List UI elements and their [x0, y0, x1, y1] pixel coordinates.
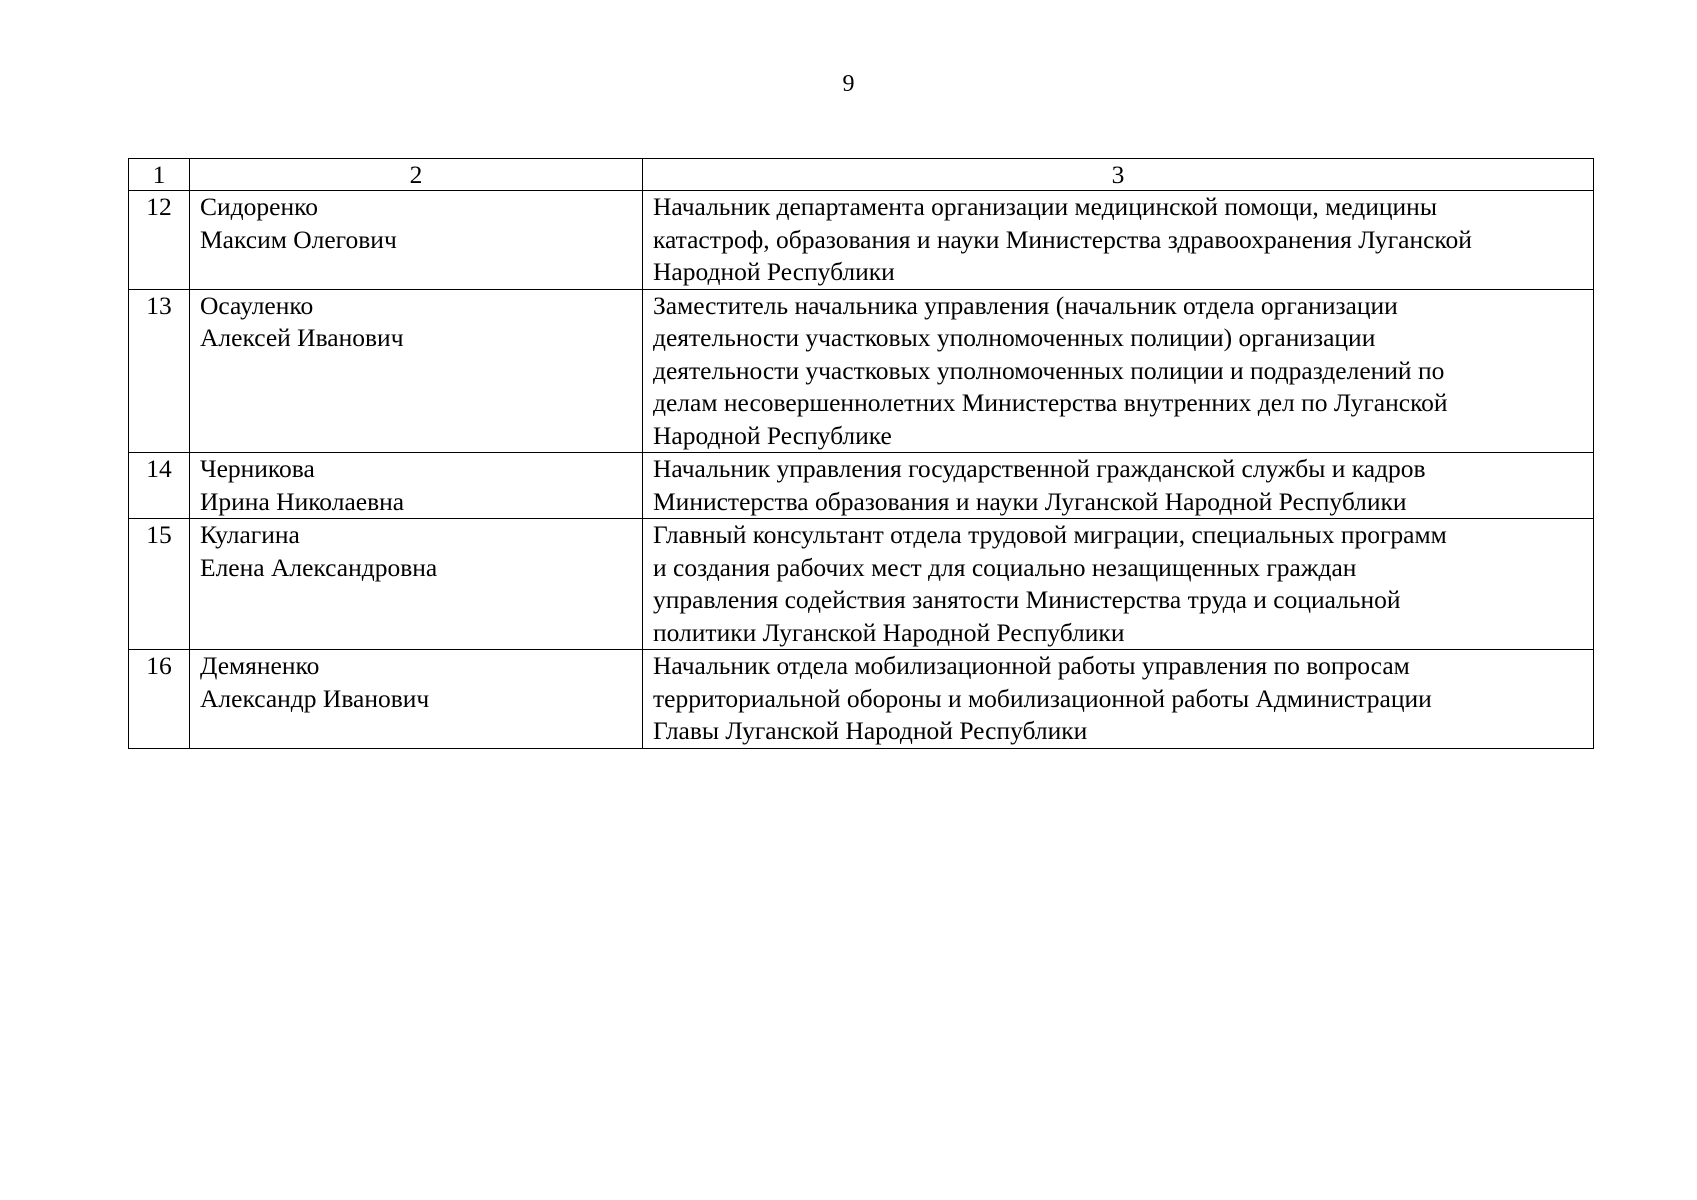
position-text-line: делам несовершеннолетних Министерства внутренних дел по Луганской — [653, 388, 1448, 417]
position-cell — [643, 289, 1594, 453]
person-surname: Кулагина — [200, 520, 300, 549]
position-text-line: политики Луганской Народной Республики — [653, 617, 1125, 647]
position-text-line: Начальник отдела мобилизационной работы управления по вопросам — [653, 651, 1410, 680]
position-cell — [643, 191, 1594, 290]
position-text-line: управления содействия занятости Министерства труда и социальной — [653, 585, 1401, 614]
row-number-cell: 15 — [129, 519, 190, 650]
appointments-table — [128, 158, 1594, 749]
position-text-line: катастроф, образования и науки Министерства здравоохранения Луганской — [653, 224, 1472, 254]
person-given-names: Ирина Николаевна — [200, 486, 405, 516]
person-surname: Осауленко — [200, 290, 314, 320]
position-text-line: Народной Республике — [653, 420, 892, 450]
table-body — [129, 159, 1594, 749]
table-row — [129, 191, 1594, 290]
page-number: 9 — [842, 71, 855, 97]
person-name-cell — [190, 191, 643, 290]
position-text-line: Начальник управления государственной гражданской службы и кадров — [653, 454, 1426, 483]
header-cell-position: 3 — [643, 159, 1594, 191]
person-given-names: Алексей Иванович — [200, 323, 404, 352]
row-number-cell: 13 — [129, 289, 190, 453]
row-number-cell: 12 — [129, 191, 190, 290]
row-number-cell: 16 — [129, 650, 190, 749]
person-surname: Демяненко — [200, 651, 320, 680]
table-row — [129, 289, 1594, 453]
position-text-line: Главный консультант отдела трудовой миграции, специальных программ — [653, 520, 1447, 549]
position-cell — [643, 650, 1594, 749]
person-name-cell — [190, 650, 643, 749]
table-row — [129, 453, 1594, 519]
position-cell — [643, 453, 1594, 519]
position-text-line: деятельности участковых уполномоченных полиции) организации — [653, 323, 1376, 352]
position-text-line: Народной Республики — [653, 257, 895, 286]
person-given-names: Максим Олегович — [200, 224, 397, 254]
person-given-names: Елена Александровна — [200, 552, 438, 582]
position-text-line: территориальной обороны и мобилизационной работы Администрации — [653, 683, 1432, 713]
position-text-line: деятельности участковых уполномоченных полиции и подразделений по — [653, 355, 1445, 385]
table-row — [129, 519, 1594, 650]
header-cell-name: 2 — [190, 159, 643, 191]
position-text-line: Заместитель начальника управления (начальник отдела организации — [653, 290, 1398, 320]
person-name-cell — [190, 453, 643, 519]
position-text-line: Начальник департамента организации медицинской помощи, медицины — [653, 192, 1437, 221]
position-cell — [643, 519, 1594, 650]
person-name-cell — [190, 289, 643, 453]
person-given-names: Александр Иванович — [200, 683, 430, 713]
position-text-line: Министерства образования и науки Луганской Народной Республики — [653, 486, 1407, 516]
person-surname: Черникова — [200, 454, 315, 483]
person-surname: Сидоренко — [200, 192, 318, 221]
position-text-line: и создания рабочих мест для социально незащищенных граждан — [653, 552, 1357, 582]
row-number-cell: 14 — [129, 453, 190, 519]
table-row — [129, 650, 1594, 749]
position-text-line: Главы Луганской Народной Республики — [653, 716, 1088, 745]
header-cell-number: 1 — [129, 159, 190, 191]
table-header-row — [129, 159, 1594, 191]
person-name-cell — [190, 519, 643, 650]
